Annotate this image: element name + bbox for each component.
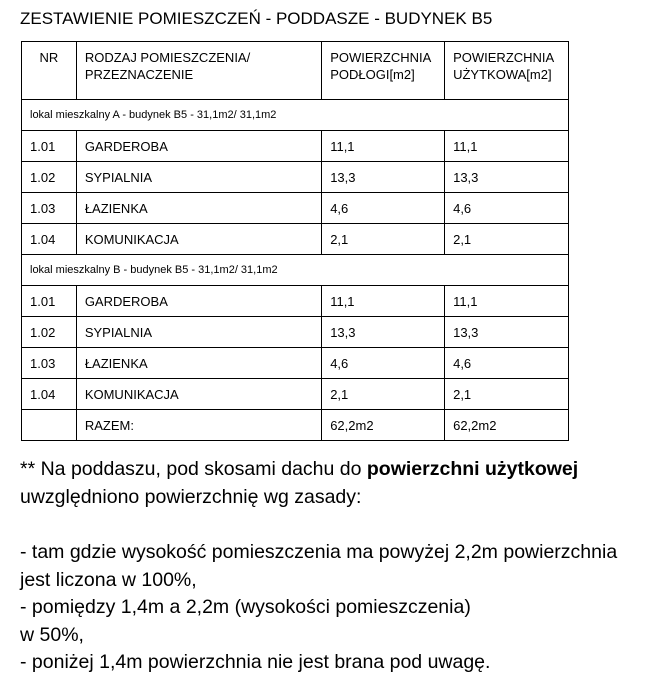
cell-floor-area: 2,1 (322, 224, 445, 255)
document-title: ZESTAWIENIE POMIESZCZEŃ - PODDASZE - BUDYNEK B5 (20, 9, 493, 28)
note-rule1-line2: jest liczona w 100%, (20, 568, 197, 591)
header-room-type-line1: RODZAJ POMIESZCZENIA/ (84, 50, 251, 65)
cell-room-name: KOMUNIKACJA (76, 379, 321, 410)
cell-nr: 1.04 (22, 379, 77, 410)
cell-floor-area: 13,3 (322, 317, 445, 348)
cell-room-name: KOMUNIKACJA (76, 224, 321, 255)
cell-nr: 1.04 (22, 224, 77, 255)
cell-nr: 1.02 (22, 317, 77, 348)
cell-floor-area: 2,1 (322, 379, 445, 410)
header-floor-area (322, 42, 445, 100)
table-row (22, 286, 569, 317)
cell-usable-area: 13,3 (445, 317, 569, 348)
note-intro-prefix: ** Na poddaszu, pod skosami dachu do (20, 458, 367, 480)
table-row (22, 317, 569, 348)
header-usable-area-line1: POWIERZCHNIA (453, 50, 555, 65)
cell-floor-area: 11,1 (322, 131, 445, 162)
table-row (22, 162, 569, 193)
cell-nr: 1.01 (22, 286, 77, 317)
table-header-row (22, 42, 569, 100)
cell-floor-area: 11,1 (322, 286, 445, 317)
cell-usable-area: 13,3 (445, 162, 569, 193)
section-row (22, 100, 569, 131)
cell-nr: 1.03 (22, 348, 77, 379)
cell-nr: 1.02 (22, 162, 77, 193)
note-intro-line1 (20, 456, 645, 484)
rooms-table (21, 41, 569, 441)
header-floor-area-line1: POWIERZCHNIA (330, 50, 432, 65)
note-intro-line2: uwzględniono powierzchnię wg zasady: (20, 485, 362, 508)
note-rule1-line1: - tam gdzie wysokość pomieszczenia ma powyżej 2,2m powierzchnia (20, 541, 618, 563)
cell-floor-area: 4,6 (322, 348, 445, 379)
section-label: lokal mieszkalny B - budynek B5 - 31,1m2/ 31,1m2 (22, 255, 569, 286)
cell-room-name: SYPIALNIA (76, 317, 321, 348)
table-row (22, 193, 569, 224)
header-room-type (76, 42, 321, 100)
note-rule3: - poniżej 1,4m powierzchnia nie jest brana pod uwagę. (20, 651, 491, 673)
cell-nr-empty (22, 410, 77, 441)
cell-usable-area: 2,1 (445, 224, 569, 255)
cell-room-name: GARDEROBA (76, 286, 321, 317)
cell-usable-area: 4,6 (445, 193, 569, 224)
cell-usable-area: 11,1 (445, 131, 569, 162)
section-label: lokal mieszkalny A - budynek B5 - 31,1m2/ 31,1m2 (22, 100, 569, 131)
notes-block (20, 456, 645, 677)
cell-room-name: ŁAZIENKA (76, 348, 321, 379)
cell-room-name: ŁAZIENKA (76, 193, 321, 224)
header-nr: NR (22, 42, 77, 100)
header-usable-area-line2: UŻYTKOWA[m2] (453, 67, 552, 82)
header-room-type-line2: PRZEZNACZENIE (84, 67, 194, 82)
cell-usable-area: 4,6 (445, 348, 569, 379)
cell-floor-area: 4,6 (322, 193, 445, 224)
total-floor-area: 62,2m2 (322, 410, 445, 441)
note-rule2-line2: w 50%, (20, 623, 84, 646)
cell-usable-area: 11,1 (445, 286, 569, 317)
note-intro-bold: powierzchni użytkowej (366, 458, 579, 480)
table-row (22, 224, 569, 255)
cell-floor-area: 13,3 (322, 162, 445, 193)
total-label: RAZEM: (76, 410, 321, 441)
table-row (22, 131, 569, 162)
cell-nr: 1.03 (22, 193, 77, 224)
header-floor-area-line2: PODŁOGI[m2] (330, 67, 415, 82)
table-row (22, 379, 569, 410)
cell-nr: 1.01 (22, 131, 77, 162)
cell-room-name: SYPIALNIA (76, 162, 321, 193)
cell-room-name: GARDEROBA (76, 131, 321, 162)
note-rule2-line1: - pomiędzy 1,4m a 2,2m (wysokości pomieszczenia) (20, 596, 471, 618)
section-row (22, 255, 569, 286)
table-row (22, 348, 569, 379)
cell-usable-area: 2,1 (445, 379, 569, 410)
total-row (22, 410, 569, 441)
total-usable-area: 62,2m2 (445, 410, 569, 441)
header-usable-area (445, 42, 569, 100)
